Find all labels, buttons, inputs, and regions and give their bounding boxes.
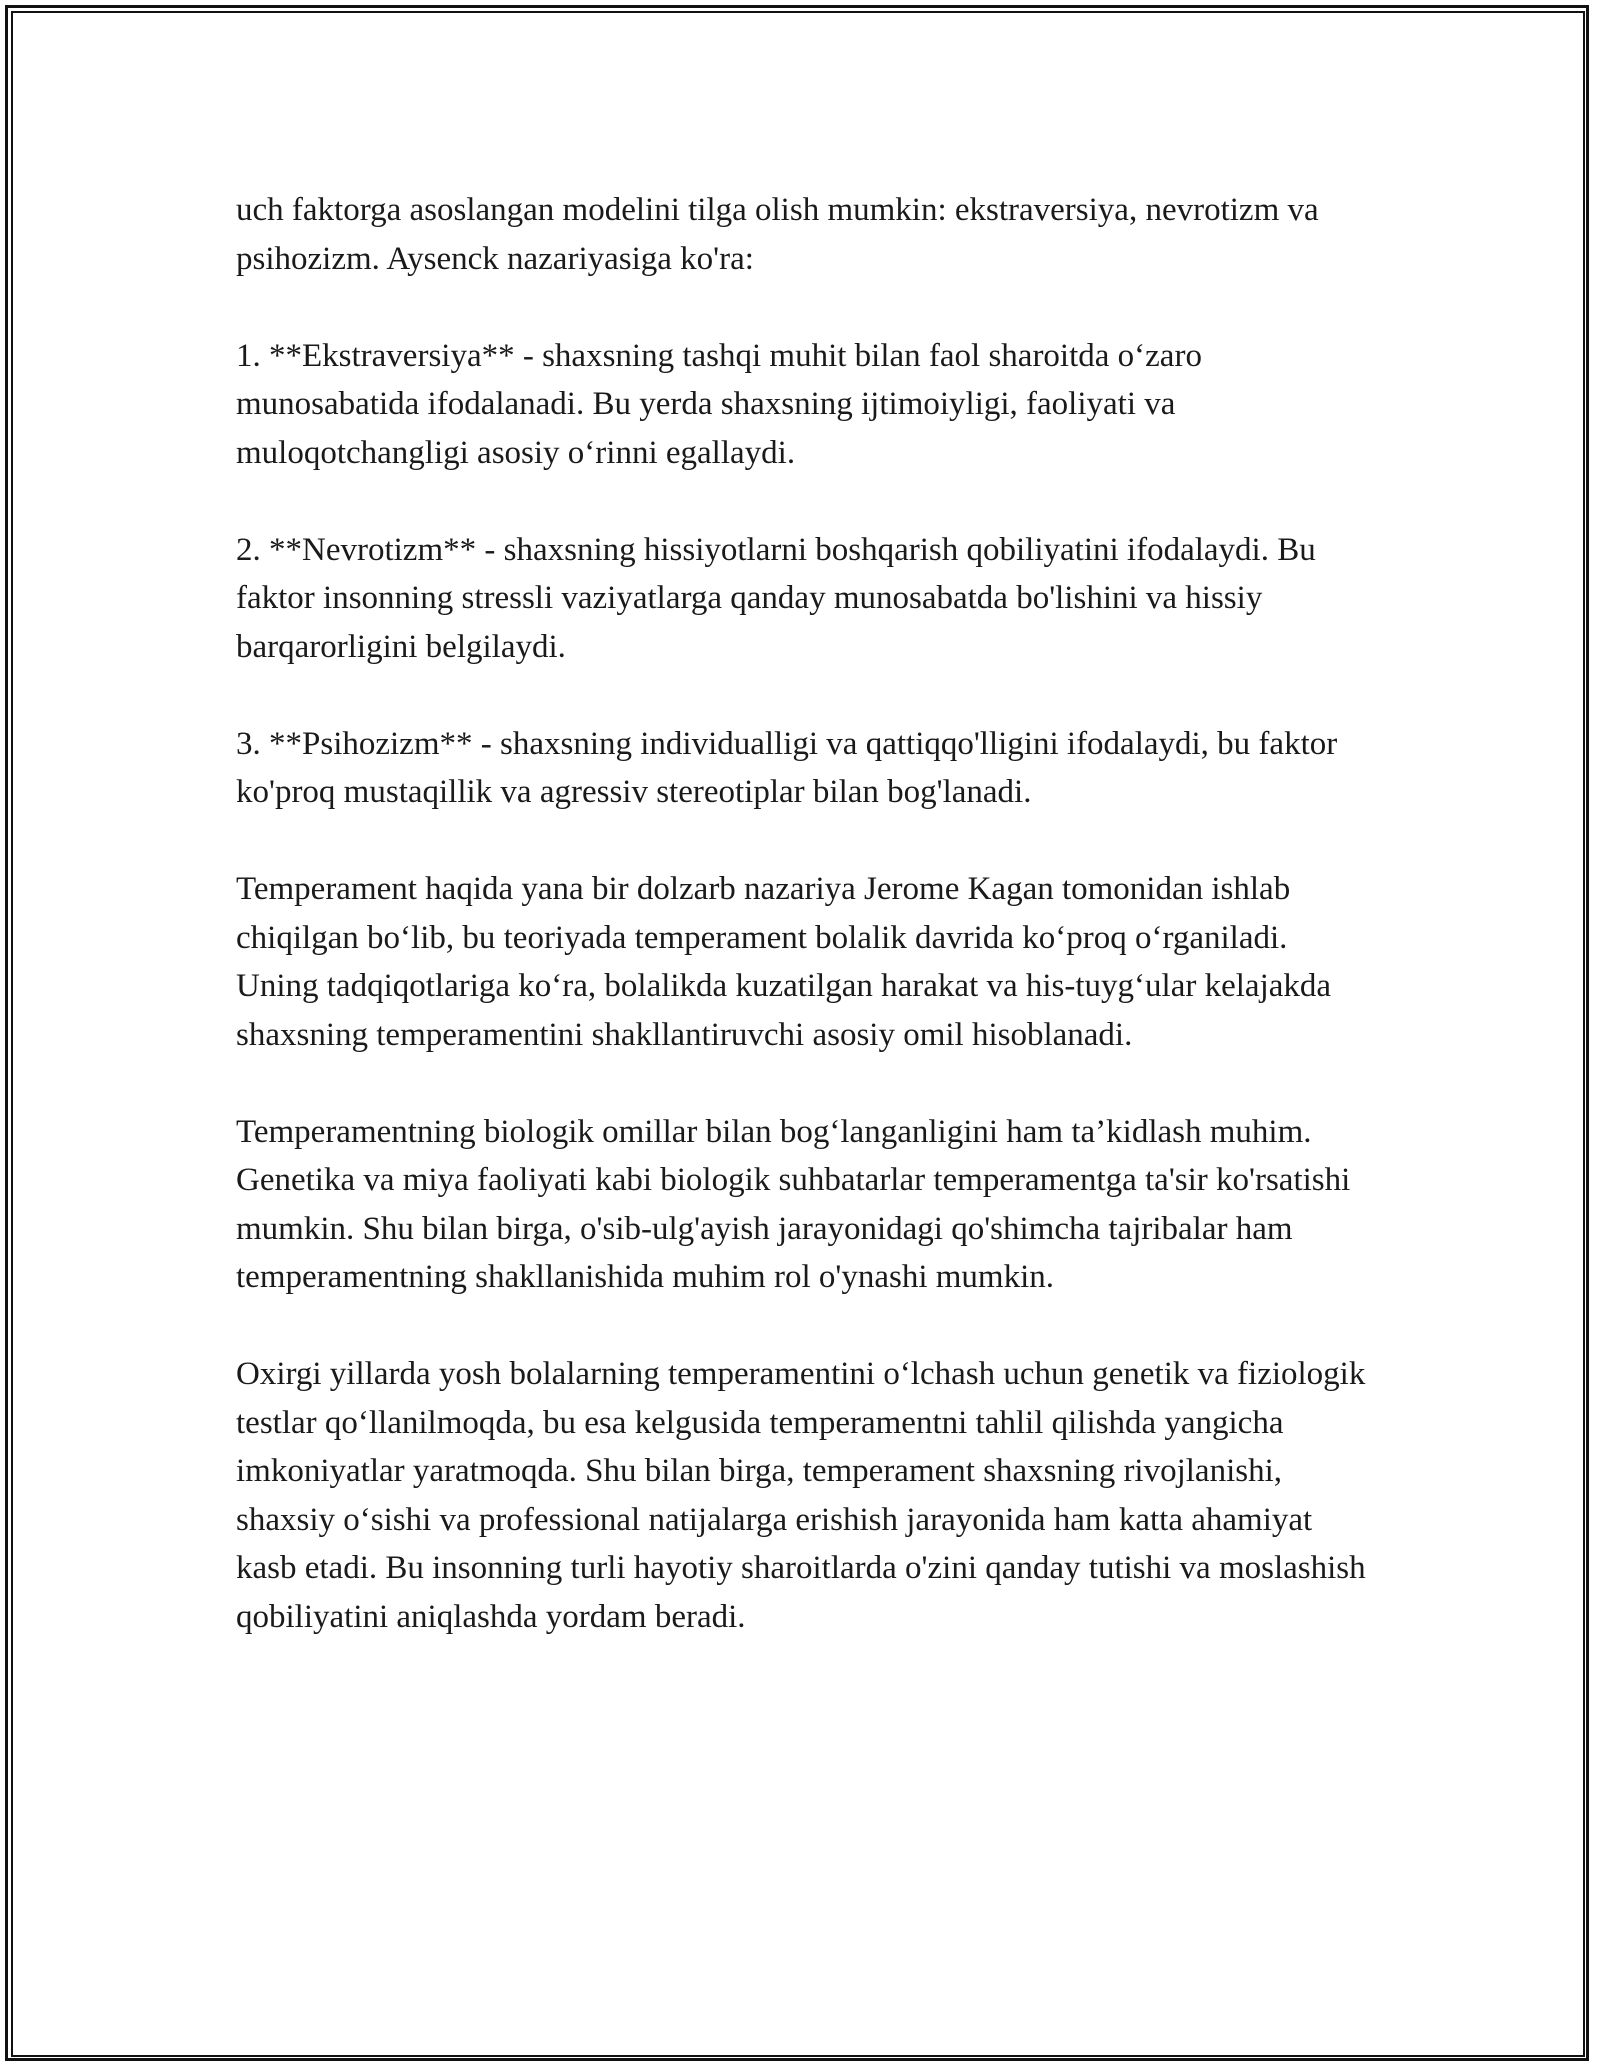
paragraph-nevrotizm: 2. **Nevrotizm** - shaxsning hissiyotlarni boshqarish qobiliyatini ifodalaydi. Bu faktor insonning stressli vaziyatlarga qanday munosabatda bo'lishini va hissiy barqarorligini belgilaydi.: [236, 531, 1316, 665]
paragraph-recent-research: Oxirgi yillarda yosh bolalarning temperamentini o‘lchash uchun genetik va fiziologik testlar qo‘llanilmoqda, bu esa kelgusida temperamentni tahlil qilishda yangicha imkoniyatlar yaratmoqda. Shu bilan birga, temperament shaxsning rivojlanishi, shaxsiy o‘sishi va professional natijalarga erishish jarayonida ham katta ahamiyat kasb etadi. Bu insonning turli hayotiy sharoitlarda o'zini qanday tutishi va moslashish qobiliyatini aniqlashda yordam beradi.: [236, 1356, 1366, 1635]
paragraph-ekstraversiya: 1. **Ekstraversiya** - shaxsning tashqi muhit bilan faol sharoitda o‘zaro munosabatida ifodalanadi. Bu yerda shaxsning ijtimoiyligi, faoliyati va muloqotchangligi asosiy o‘rinni egallaydi.: [236, 337, 1202, 471]
paragraph-psihozizm: 3. **Psihozizm** - shaxsning individualligi va qattiqqo'lligini ifodalaydi, bu faktor ko'proq mustaqillik va agressiv stereotiplar bilan bog'lanadi.: [236, 725, 1338, 810]
paragraph-kagan-theory: Temperament haqida yana bir dolzarb nazariya Jerome Kagan tomonidan ishlab chiqilgan bo‘lib, bu teoriyada temperament bolalik davrida ko‘proq o‘rganiladi. Uning tadqiqotlariga ko‘ra, bolalikda kuzatilgan harakat va his-tuyg‘ular kelajakda shaxsning temperamentini shakllantiruvchi asosiy omil hisoblanadi.: [236, 871, 1332, 1053]
paragraph-intro: uch faktorga asoslangan modelini tilga olish mumkin: ekstraversiya, nevrotizm va psihozizm. Aysenck nazariyasiga ko'ra:: [236, 192, 1319, 277]
document-body: [236, 186, 1366, 1641]
paragraph-biological-factors: Temperamentning biologik omillar bilan bog‘langanligini ham ta’kidlash muhim. Genetika va miya faoliyati kabi biologik suhbatarlar temperamentga ta'sir ko'rsatishi mumkin. Shu bilan birga, o'sib-ulg'ayish jarayonidagi qo'shimcha tajribalar ham temperamentning shakllanishida muhim rol o'ynashi mumkin.: [236, 1113, 1351, 1295]
